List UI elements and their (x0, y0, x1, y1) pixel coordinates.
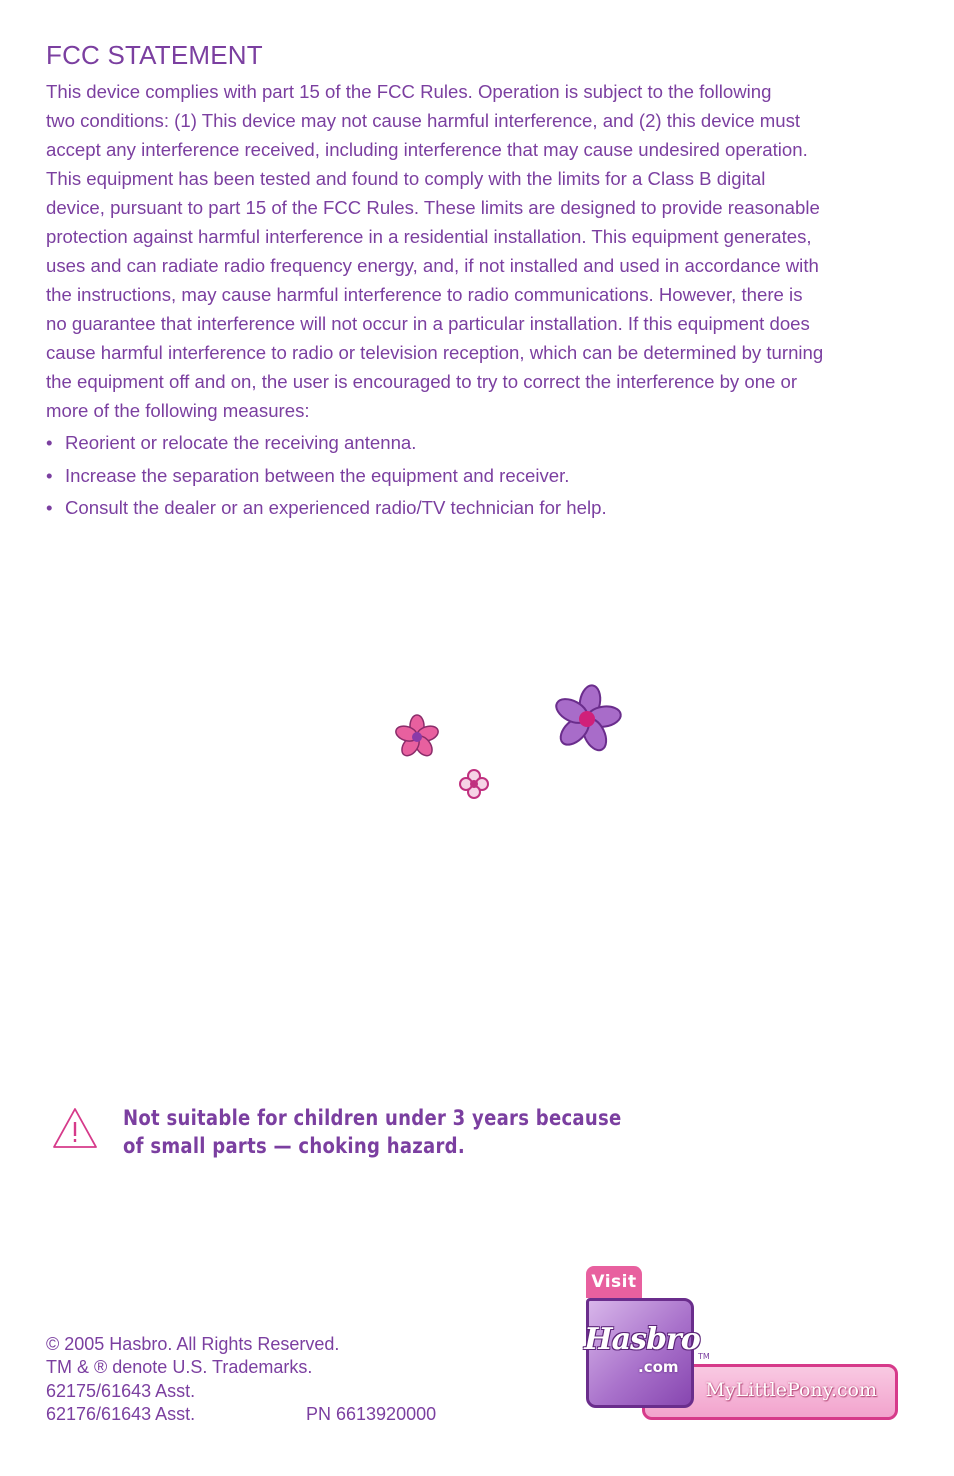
fcc-line: more of the following measures: (46, 400, 310, 421)
small-flower-icon (454, 764, 494, 804)
hasbro-logo (584, 1264, 904, 1426)
fcc-line: the equipment off and on, the user is encouraged to try to correct the interference by one or (46, 371, 798, 392)
fcc-line: no guarantee that interference will not occur in a particular installation. If this equipment does (46, 313, 810, 334)
fcc-line: protection against harmful interference in a residential installation. This equipment generates, (46, 226, 812, 247)
footer-line: 62175/61643 Asst. (46, 1380, 196, 1401)
fcc-statement-text (46, 77, 916, 425)
purple-flower-icon (550, 682, 624, 756)
warning-line: Not suitable for children under 3 years because (123, 1106, 622, 1130)
part-number: PN 6613920000 (306, 1404, 437, 1424)
footer-line: © 2005 Hasbro. All Rights Reserved. (46, 1334, 340, 1354)
dotcom-label: .com (638, 1358, 679, 1376)
fcc-heading: FCC STATEMENT (46, 40, 263, 70)
list-item-text: Increase the separation between the equipment and receiver. (65, 464, 570, 486)
choking-hazard-warning (123, 1104, 621, 1160)
bullet-glyph: • (46, 432, 53, 453)
pink-flower-icon (392, 712, 442, 762)
list-item-text: Consult the dealer or an experienced radio/TV technician for help. (65, 497, 607, 518)
warning-line: of small parts — choking hazard. (123, 1134, 465, 1158)
footer-line: 62176/61643 Asst. (46, 1403, 196, 1424)
fcc-line: This equipment has been tested and found to comply with the limits for a Class B digital (46, 168, 766, 189)
fcc-line: accept any interference received, including interference that may cause undesired operation. (46, 139, 808, 160)
warning-triangle-icon (52, 1106, 98, 1150)
fcc-line: two conditions: (1) This device may not cause harmful interference, and (2) this device must (46, 110, 801, 131)
visit-tab: Visit (586, 1266, 642, 1298)
fcc-line: This device complies with part 15 of the FCC Rules. Operation is subject to the following (46, 81, 772, 102)
hasbro-wordmark: Hasbro (584, 1322, 700, 1357)
trademark-mark: TM (698, 1352, 710, 1361)
fcc-measures-list (46, 428, 607, 526)
fcc-line: uses and can radiate radio frequency energy, and, if not installed and used in accordance with (46, 255, 819, 276)
site-url: MyLittlePony.com (705, 1379, 877, 1401)
fcc-line: device, pursuant to part 15 of the FCC Rules. These limits are designed to provide reasonable (46, 197, 820, 218)
list-item-text: Reorient or relocate the receiving antenna. (65, 432, 417, 453)
bullet-glyph: • (46, 497, 53, 518)
list-item (46, 428, 607, 461)
list-item (46, 493, 607, 526)
fcc-line: the instructions, may cause harmful interference to radio communications. However, there is (46, 284, 803, 305)
copyright-block (46, 1333, 339, 1426)
fcc-line: cause harmful interference to radio or television reception, which can be determined by turning (46, 342, 824, 363)
footer-line: TM & ® denote U.S. Trademarks. (46, 1357, 313, 1378)
list-item (46, 461, 607, 494)
bullet-glyph: • (46, 464, 53, 486)
